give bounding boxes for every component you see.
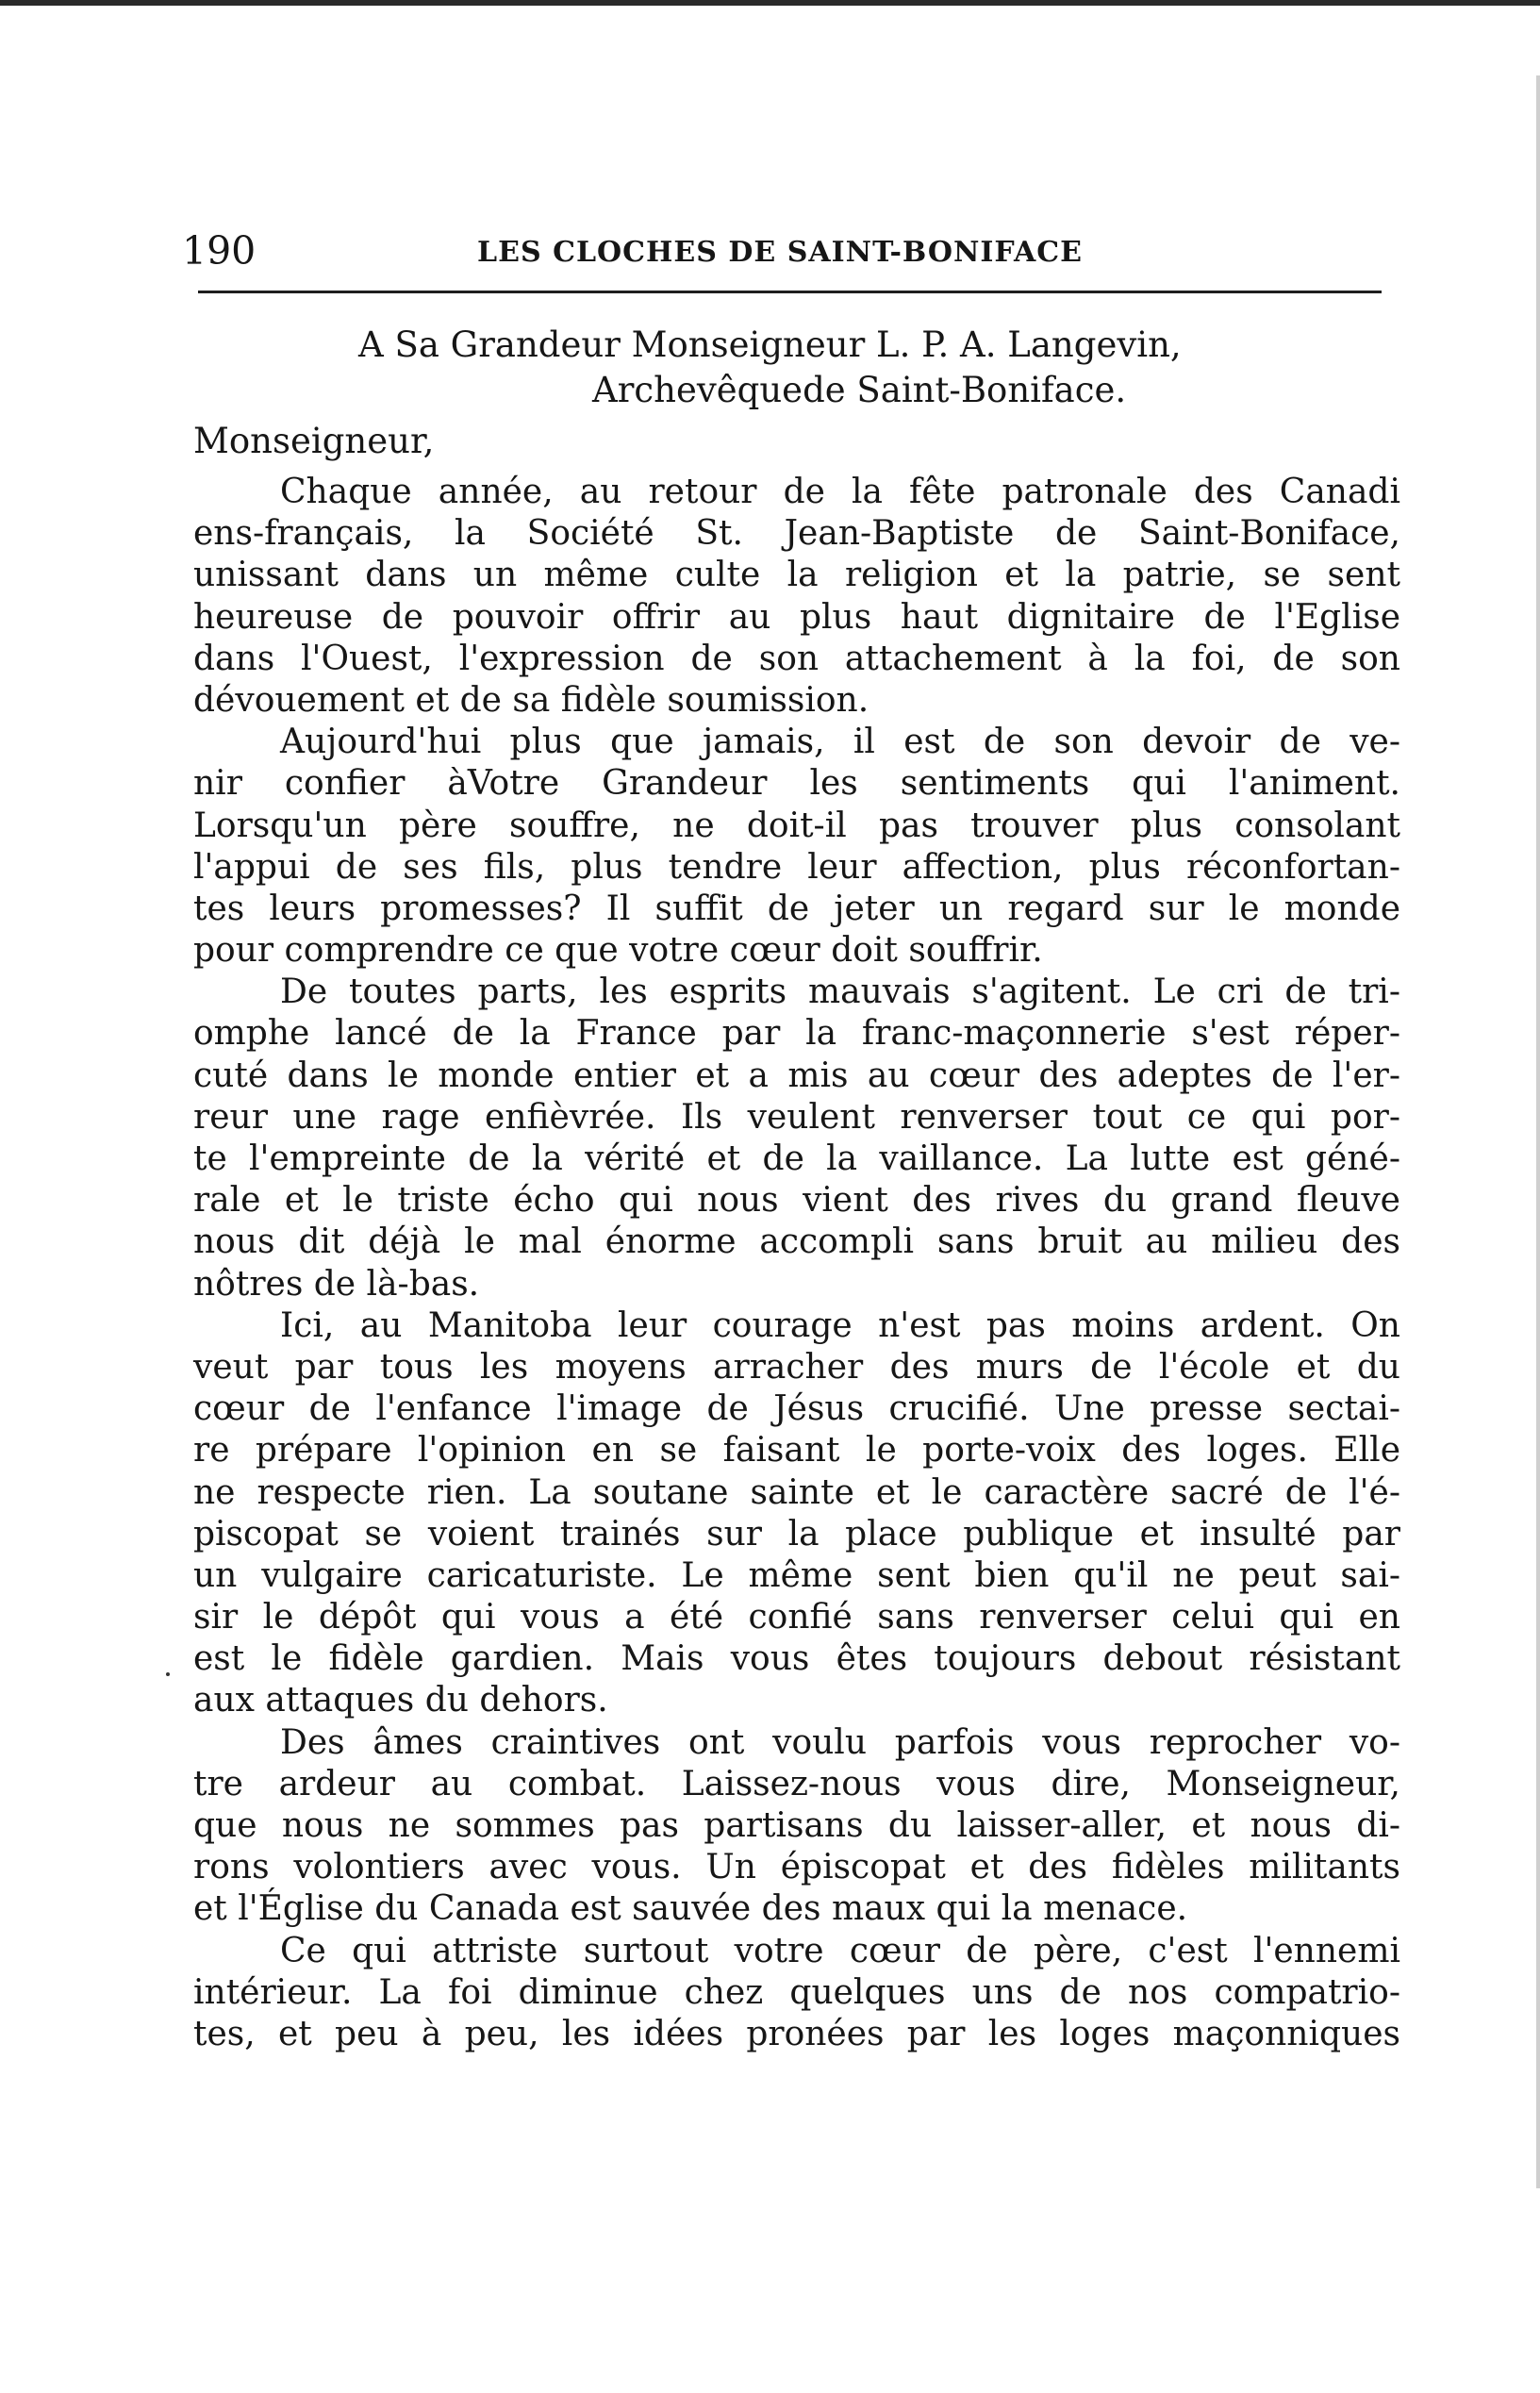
text-line: ens-français, la Société St. Jean-Baptiste de Saint-Boniface, [193,514,1400,554]
text-line: Ce qui attriste surtout votre cœur de père, c'est l'ennemi [280,1931,1400,1970]
text-line: nous dit déjà le mal énorme accompli sans bruit au milieu des [193,1222,1400,1262]
page-edge-shadow [1536,75,1540,2188]
text-line: aux attaques du dehors. [193,1681,608,1720]
text-line: sir le dépôt qui vous a été confié sans renverser celui qui en [193,1598,1400,1637]
text-line: omphe lancé de la France par la franc-maçonnerie s'est réper- [193,1014,1400,1054]
page-header [182,223,1380,279]
salutation: Monseigneur, [193,421,435,461]
text-line: rale et le triste écho qui nous vient des rives du grand fleuve [193,1181,1400,1221]
text-line: tes, et peu à peu, les idées pronées par les loges maçonniques [193,2014,1400,2053]
text-line: dévouement et de sa fidèle soumission. [193,680,869,720]
text-line: rons volontiers avec vous. Un épiscopat et des fidèles militants [193,1848,1400,1887]
text-line: te l'empreinte de la vérité et de la vaillance. La lutte est géné- [193,1139,1400,1178]
address-recipient: A Sa Grandeur Monseigneur L. P. A. Langevin, [358,324,1182,365]
text-line: Ici, au Manitoba leur courage n'est pas moins ardent. On [280,1305,1400,1345]
text-line: reur une rage enfièvrée. Ils veulent renverser tout ce qui por- [193,1097,1400,1137]
address-block [358,323,1396,413]
text-line: cuté dans le monde entier et a mis au cœur des adeptes de l'er- [193,1055,1400,1095]
text-line: Aujourd'hui plus que jamais, il est de son devoir de ve- [280,723,1400,762]
text-line: ne respecte rien. La soutane sainte et le caractère sacré de l'é- [193,1472,1400,1512]
text-line: re prépare l'opinion en se faisant le porte-voix des loges. Elle [193,1431,1400,1471]
text-line: que nous ne sommes pas partisans du laisser-aller, et nous di- [193,1806,1400,1845]
top-border-line [0,0,1540,6]
text-line: heureuse de pouvoir offrir au plus haut dignitaire de l'Eglise [193,597,1400,637]
text-line: Chaque année, au retour de la fête patronale des Canadi [280,473,1400,511]
text-line: cœur de l'enfance l'image de Jésus crucifié. Une presse sectai- [193,1389,1400,1429]
text-line: est le fidèle gardien. Mais vous êtes toujours debout résistant [193,1639,1400,1679]
text-line: veut par tous les moyens arracher des murs de l'école et du [193,1347,1400,1387]
text-line: intérieur. La foi diminue chez quelques uns de nos compatrio- [193,1972,1400,2012]
text-line: tre ardeur au combat. Laissez-nous vous dire, Monseigneur, [193,1764,1400,1803]
text-line: tes leurs promesses? Il suffit de jeter un regard sur le monde [193,889,1400,928]
page-number: 190 [182,228,257,274]
margin-speck [166,1672,170,1676]
text-line: De toutes parts, les esprits mauvais s'agitent. Le cri de tri- [280,972,1400,1012]
text-line: pour comprendre ce que votre cœur doit souffrir. [193,931,1043,971]
text-line: piscopat se voient trainés sur la place publique et insulté par [193,1514,1400,1554]
text-line: unissant dans un même culte la religion et la patrie, se sent [193,556,1400,595]
letter-body [193,472,1400,2055]
address-title: Archevêquede Saint-Boniface. [592,370,1127,410]
text-line: nôtres de là-bas. [193,1264,480,1304]
text-line: un vulgaire caricaturiste. Le même sent bien qu'il ne peut sai- [193,1555,1400,1595]
header-rule [198,291,1382,293]
text-line: nir confier àVotre Grandeur les sentiments qui l'animent. [193,764,1400,804]
text-line: Lorsqu'un père souffre, ne doit-il pas trouver plus consolant [193,806,1400,845]
text-line: l'appui de ses fils, plus tendre leur affection, plus réconfortan- [193,847,1400,887]
text-line: Des âmes craintives ont voulu parfois vous reprocher vo- [280,1722,1400,1762]
text-line: dans l'Ouest, l'expression de son attachement à la foi, de son [193,639,1400,678]
running-title: LES CLOCHES DE SAINT-BONIFACE [477,236,1083,269]
text-line: et l'Église du Canada est sauvée des maux qui la menace. [193,1889,1188,1929]
